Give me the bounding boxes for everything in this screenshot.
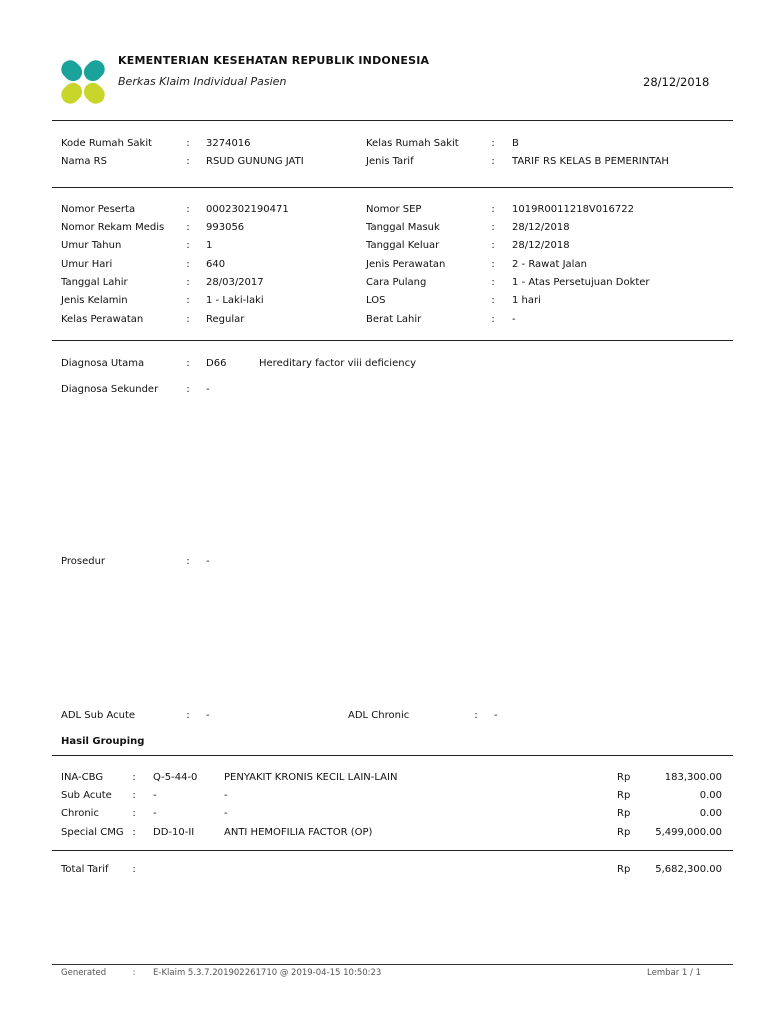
colon: : [186, 314, 190, 325]
patient-right-label: Jenis Perawatan [366, 259, 446, 270]
doc-title: Berkas Klaim Individual Pasien [118, 75, 287, 88]
patient-right-value: 28/12/2018 [512, 240, 570, 251]
colon: : [186, 358, 190, 369]
diagnosa-sekunder-value: - [206, 384, 210, 395]
patient-left-label: Nomor Peserta [61, 204, 136, 215]
grouping-desc: - [224, 790, 228, 801]
colon: : [186, 240, 190, 251]
colon: : [186, 384, 190, 395]
grouping-code: DD-10-II [153, 827, 195, 838]
prosedur-value: - [206, 556, 210, 567]
patient-right-label: Nomor SEP [366, 204, 422, 215]
adl-sub-acute-label: ADL Sub Acute [61, 710, 136, 721]
divider [52, 120, 733, 121]
patient-right-value: 2 - Rawat Jalan [512, 259, 587, 270]
header-date: 28/12/2018 [643, 75, 710, 89]
divider [52, 850, 733, 851]
generated-value: E-Klaim 5.3.7.201902261710 @ 2019-04-15 10:50:23 [153, 968, 382, 978]
divider [52, 187, 733, 188]
hasil-grouping-title: Hasil Grouping [61, 736, 145, 747]
colon: : [186, 295, 190, 306]
grouping-code: - [153, 790, 157, 801]
colon: : [186, 156, 190, 167]
grouping-desc: PENYAKIT KRONIS KECIL LAIN-LAIN [224, 772, 398, 783]
nama-rs-value: RSUD GUNUNG JATI [206, 156, 304, 167]
colon: : [491, 259, 495, 270]
patient-left-value: 1 [206, 240, 213, 251]
patient-right-label: Cara Pulang [366, 277, 427, 288]
colon: : [491, 240, 495, 251]
divider [52, 340, 733, 341]
colon: : [491, 277, 495, 288]
kelas-rs-value: B [512, 138, 519, 149]
patient-left-value: 28/03/2017 [206, 277, 264, 288]
prosedur-label: Prosedur [61, 556, 106, 567]
adl-chronic-label: ADL Chronic [348, 710, 410, 721]
patient-left-label: Umur Hari [61, 259, 113, 270]
total-currency: Rp [617, 864, 631, 875]
adl-sub-acute-value: - [206, 710, 210, 721]
patient-left-value: 0002302190471 [206, 204, 289, 215]
colon: : [132, 790, 136, 801]
diagnosa-utama-label: Diagnosa Utama [61, 358, 145, 369]
colon: : [491, 156, 495, 167]
grouping-label: Chronic [61, 808, 99, 819]
grouping-currency: Rp [617, 827, 631, 838]
kode-rs-label: Kode Rumah Sakit [61, 138, 153, 149]
patient-right-label: Berat Lahir [366, 314, 422, 325]
colon: : [186, 277, 190, 288]
colon: : [186, 138, 190, 149]
ministry-logo-icon [55, 53, 111, 111]
patient-left-value: 1 - Laki-laki [206, 295, 264, 306]
colon: : [491, 138, 495, 149]
patient-right-value: - [512, 314, 516, 325]
patient-left-label: Nomor Rekam Medis [61, 222, 165, 233]
colon: : [186, 222, 190, 233]
colon: : [132, 772, 136, 783]
total-tarif-label: Total Tarif [61, 864, 109, 875]
colon: : [474, 710, 478, 721]
total-amount: 5,682,300.00 [655, 864, 722, 875]
diagnosa-utama-code: D66 [206, 358, 227, 369]
patient-right-value: 28/12/2018 [512, 222, 570, 233]
patient-right-label: Tanggal Keluar [366, 240, 440, 251]
grouping-currency: Rp [617, 808, 631, 819]
grouping-desc: ANTI HEMOFILIA FACTOR (OP) [224, 827, 373, 838]
colon: : [132, 864, 136, 875]
patient-left-label: Umur Tahun [61, 240, 122, 251]
diagnosa-sekunder-label: Diagnosa Sekunder [61, 384, 159, 395]
patient-right-value: 1019R0011218V016722 [512, 204, 634, 215]
colon: : [491, 295, 495, 306]
grouping-amount: 0.00 [699, 808, 722, 819]
nama-rs-label: Nama RS [61, 156, 107, 167]
grouping-currency: Rp [617, 772, 631, 783]
colon: : [132, 808, 136, 819]
colon: : [186, 204, 190, 215]
kelas-rs-label: Kelas Rumah Sakit [366, 138, 459, 149]
grouping-label: Sub Acute [61, 790, 112, 801]
grouping-desc: - [224, 808, 228, 819]
patient-left-label: Kelas Perawatan [61, 314, 144, 325]
adl-chronic-value: - [494, 710, 498, 721]
grouping-label: INA-CBG [61, 772, 104, 783]
divider [52, 755, 733, 756]
jenis-tarif-value: TARIF RS KELAS B PEMERINTAH [512, 156, 669, 167]
patient-left-value: 993056 [206, 222, 245, 233]
grouping-code: - [153, 808, 157, 819]
colon: : [132, 968, 136, 978]
grouping-currency: Rp [617, 790, 631, 801]
colon: : [491, 222, 495, 233]
colon: : [186, 259, 190, 270]
jenis-tarif-label: Jenis Tarif [366, 156, 414, 167]
grouping-code: Q-5-44-0 [153, 772, 198, 783]
generated-label: Generated [61, 968, 107, 978]
patient-left-label: Tanggal Lahir [61, 277, 128, 288]
patient-right-value: 1 - Atas Persetujuan Dokter [512, 277, 650, 288]
colon: : [132, 827, 136, 838]
grouping-label: Special CMG [61, 827, 124, 838]
page-number: Lembar 1 / 1 [647, 968, 701, 978]
patient-right-label: LOS [366, 295, 386, 306]
colon: : [186, 556, 190, 567]
colon: : [186, 710, 190, 721]
grouping-amount: 183,300.00 [664, 772, 722, 783]
patient-left-value: 640 [206, 259, 226, 270]
patient-left-label: Jenis Kelamin [61, 295, 128, 306]
diagnosa-utama-desc: Hereditary factor viii deficiency [259, 358, 416, 369]
colon: : [491, 204, 495, 215]
grouping-amount: 0.00 [699, 790, 722, 801]
grouping-amount: 5,499,000.00 [655, 827, 722, 838]
colon: : [491, 314, 495, 325]
kode-rs-value: 3274016 [206, 138, 251, 149]
patient-left-value: Regular [206, 314, 245, 325]
patient-right-value: 1 hari [512, 295, 541, 306]
patient-right-label: Tanggal Masuk [366, 222, 440, 233]
footer-divider [52, 964, 733, 965]
org-name: KEMENTERIAN KESEHATAN REPUBLIK INDONESIA [118, 54, 430, 67]
